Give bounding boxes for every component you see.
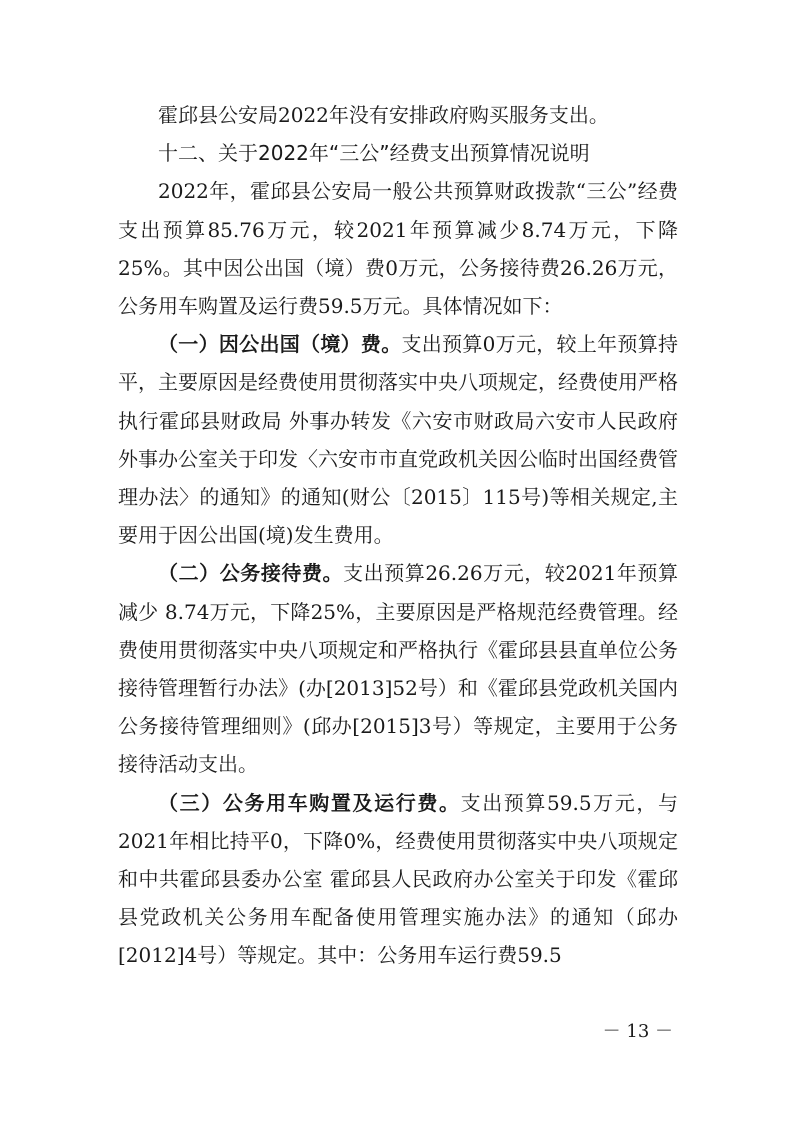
section-1-body: 支出预算0万元，较上年预算持平，主要原因是经费使用贯彻落实中央八项规定，经费使用严格执行霍邱县财政局 外事办转发《六安市财政局六安市人民政府外事办公室关于印发〈六安市市直党政机关因公临时出国经费管理办法〉的通知》的通知(财公〔2015〕115号)等相关规定,主要用于因公出国(境)发生费用。 xyxy=(118,332,679,548)
section-1-paragraph xyxy=(118,325,678,554)
summary-paragraph: 2022年，霍邱县公安局一般公共预算财政拨款“三公”经费支出预算85.76万元，较2021年预算减少8.74万元，下降25%。其中因公出国（境）费0万元，公务接待费26.26万元，公务用车购置及运行费59.5万元。具体情况如下： xyxy=(118,179,678,319)
section-heading: 十二、关于2022年“三公”经费支出预算情况说明 xyxy=(158,141,590,166)
section-2-paragraph xyxy=(118,554,678,783)
section-2-lead: （二）公务接待费。 xyxy=(158,561,344,586)
section-1-lead: （一）因公出国（境）费。 xyxy=(158,332,402,357)
section-3-lead: （三）公务用车购置及运行费。 xyxy=(158,790,461,815)
section-3-body: 支出预算59.5万元，与2021年相比持平0，下降0%，经费使用贯彻落实中央八项规定和中共霍邱县委办公室 霍邱县人民政府办公室关于印发《霍邱县党政机关公务用车配备使用管理实施办法》的通知（邱办[2012]4号）等规定。其中：公务用车运行费59.5 xyxy=(118,790,679,968)
intro-paragraph: 霍邱县公安局2022年没有安排政府购买服务支出。 xyxy=(158,103,609,127)
section-2-body: 支出预算26.26万元，较2021年预算减少 8.74万元，下降25%，主要原因是严格规范经费管理。经费使用贯彻落实中央八项规定和严格执行《霍邱县县直单位公务接待管理暂行办法》(办[2013]52号）和《霍邱县党政机关国内公务接待管理细则》(邱办[2015]3号）等规定，主要用于公务接待活动支出。 xyxy=(118,561,679,777)
section-3-paragraph xyxy=(118,784,678,975)
page-number: － 13 － xyxy=(602,1021,673,1042)
document-body xyxy=(118,96,678,975)
